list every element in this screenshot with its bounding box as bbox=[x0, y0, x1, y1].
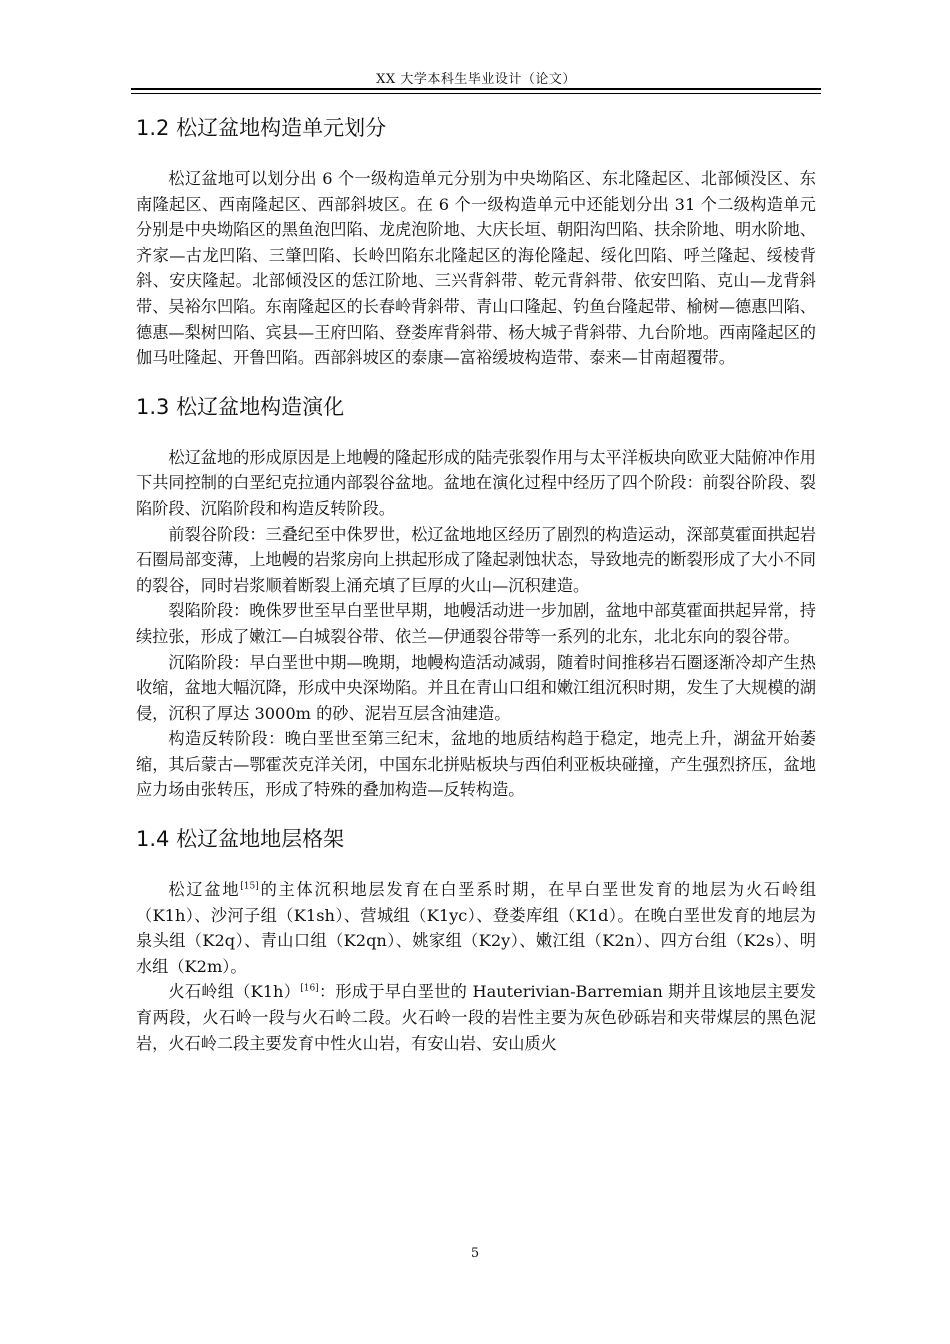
paragraph: 松辽盆地的形成原因是上地幔的隆起形成的陆壳张裂作用与太平洋板块向欧亚大陆俯冲作用下共同控制的白垩纪克拉通内部裂谷盆地。盆地在演化过程中经历了四个阶段：前裂谷阶段、裂陷阶段、沉陷阶段和构造反转阶段。 bbox=[136, 447, 816, 518]
body-content bbox=[136, 112, 816, 1056]
paragraph: 松辽盆地可以划分出 6 个一级构造单元分别为中央坳陷区、东北隆起区、北部倾没区、东南隆起区、西南隆起区、西部斜坡区。在 6 个一级构造单元中还能划分出 31 个二级构造单元分别是中央坳陷区的黑鱼泡凹陷、龙虎泡阶地、大庆长垣、朝阳沟凹陷、扶余阶地、明水阶地、齐家—古龙凹陷、三肇凹陷、长岭凹陷东北隆起区的海伦隆起、绥化凹陷、呼兰隆起、绥棱背斜、安庆隆起。北部倾没区的恁江阶地、三兴背斜带、乾元背斜带、依安凹陷、克山—龙背斜带、吴裕尔凹陷。东南隆起区的长春岭背斜带、青山口隆起、钓鱼台隆起带、榆树—德惠凹陷、德惠—梨树凹陷、宾县—王府凹陷、登娄库背斜带、杨大城子背斜带、九台阶地。西南隆起区的伽马吐隆起、开鲁凹陷。西部斜坡区的泰康—富裕缓坡构造带、泰来—甘南超覆带。 bbox=[136, 169, 816, 368]
header-rule-thick bbox=[131, 88, 821, 90]
citation: [15] bbox=[240, 881, 259, 892]
citation: [16] bbox=[300, 984, 319, 995]
page-header: XX 大学本科生毕业设计（论文） bbox=[376, 72, 576, 87]
header-rule-thin bbox=[131, 93, 821, 94]
paragraph bbox=[136, 979, 816, 1056]
paragraph bbox=[136, 877, 816, 979]
page-number: 5 bbox=[470, 1246, 480, 1261]
paragraph: 裂陷阶段：晚侏罗世至早白垩世早期，地幔活动进一步加剧，盆地中部莫霍面拱起异常，持续拉张，形成了嫩江—白城裂谷带、依兰—伊通裂谷带等一系列的北东，北北东向的裂谷带。 bbox=[136, 601, 816, 646]
paragraph: 构造反转阶段：晚白垩世至第三纪末，盆地的地质结构趋于稳定，地壳上升，湖盆开始萎缩，其后蒙古—鄂霍茨克洋关闭，中国东北拼贴板块与西伯利亚板块碰撞，产生强烈挤压，盆地应力场由张转压，形成了特殊的叠加构造—反转构造。 bbox=[136, 729, 816, 800]
section-heading-1-3: 1.3 松辽盆地构造演化 bbox=[136, 394, 345, 419]
paragraph: 沉陷阶段：早白垩世中期—晚期，地幔构造活动减弱，随着时间推移岩石圈逐渐冷却产生热收缩，盆地大幅沉降，形成中央深坳陷。并且在青山口组和嫩江组沉积时期，发生了大规模的湖侵，沉积了厚达 3000m 的砂、泥岩互层含油建造。 bbox=[136, 652, 816, 723]
paragraph-text: 的主体沉积地层发育在白垩系时期，在早白垩世发育的地层为火石岭组（K1h）、沙河子组（K1sh）、营城组（K1yc）、登娄库组（K1d）。在晚白垩世发育的地层为泉头组（K2q）、青山口组（K2qn）、姚家组（K2y）、嫩江组（K2n）、四方台组（K2s）、明水组（K2m）。 bbox=[136, 880, 817, 976]
section-heading-1-2: 1.2 松辽盆地构造单元划分 bbox=[136, 116, 387, 140]
section-heading-1-4: 1.4 松辽盆地地层格架 bbox=[136, 827, 345, 852]
paragraph: 前裂谷阶段：三叠纪至中侏罗世，松辽盆地地区经历了剧烈的构造运动，深部莫霍面拱起岩石圈局部变薄，上地幔的岩浆房向上拱起形成了隆起剥蚀状态，导致地壳的断裂形成了大小不同的裂谷，同时岩浆顺着断裂上涌充填了巨厚的火山—沉积建造。 bbox=[136, 524, 816, 595]
paragraph-text: 松辽盆地 bbox=[168, 880, 241, 900]
paragraph-text: ：形成于早白垩世的 Hauterivian-Barremian 期并且该地层主要发育两段，火石岭一段与火石岭二段。火石岭一段的岩性主要为灰色砂砾岩和夹带煤层的黑色泥岩，火石岭二段主要发育中性火山岩，有安山岩、安山质火 bbox=[136, 982, 816, 1053]
paragraph-text: 火石岭组（K1h） bbox=[168, 982, 301, 1002]
